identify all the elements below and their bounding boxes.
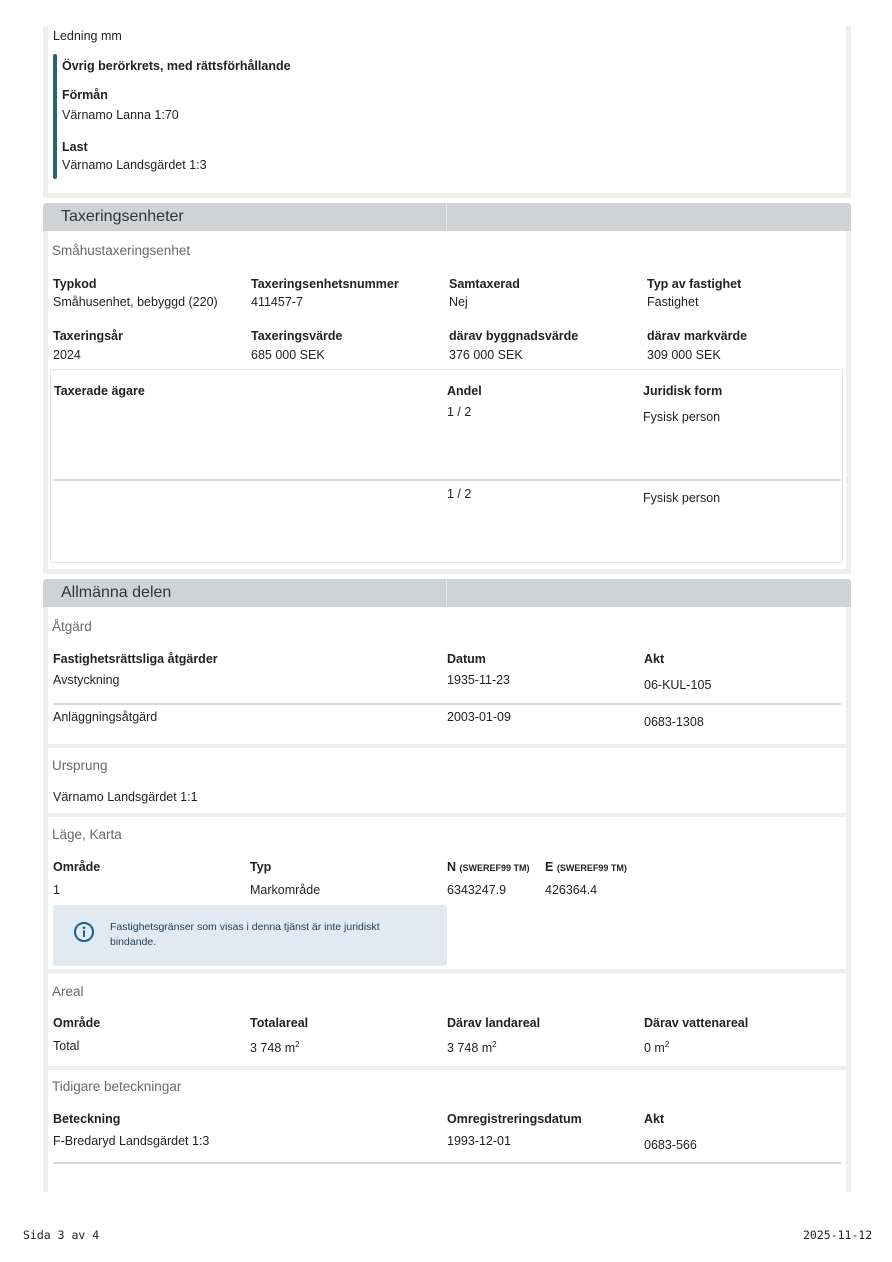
totalareal-number: 3 748 m [250,1041,296,1055]
areal-header: Därav landareal [447,1016,541,1030]
field-label: Typ av fastighet [647,277,742,291]
typ-header: Typ [250,860,272,874]
field-value: Nej [449,295,468,309]
row-divider [53,1162,841,1164]
datum-header: Datum [447,652,486,666]
areal-header: Därav vattenareal [644,1016,749,1030]
typ-value: Markområde [250,883,321,897]
field-label: därav markvärde [647,329,748,343]
header-divider [446,579,447,607]
info-text [110,920,380,950]
akt-value: 0683-1308 [644,715,704,729]
owners-header-andel: Andel [447,384,482,398]
owner-andel: 1 / 2 [447,487,472,501]
field-value: 411457-7 [251,295,303,309]
vattenareal-number: 0 m [644,1041,665,1055]
atgard-value: Anläggningsåtgärd [53,710,158,724]
field-value: 685 000 SEK [251,348,325,362]
landareal-number: 3 748 m [447,1041,493,1055]
ursprung-subhead: Ursprung [52,758,108,773]
info-text-line: bindande. [110,936,157,948]
owners-header-owner: Taxerade ägare [54,384,145,398]
unit-exponent: 2 [664,1039,670,1049]
atgard-subhead: Åtgärd [52,619,92,634]
datum-value: 1935-11-23 [447,673,511,687]
field-label: Taxeringsvärde [251,329,343,343]
owner-form: Fysisk person [643,491,721,505]
omrade-value: 1 [53,883,60,897]
areal-subhead: Areal [52,984,84,999]
e-header [545,860,627,874]
field-value: 309 000 SEK [647,348,721,362]
header-divider [446,203,447,231]
field-label: Samtaxerad [449,277,520,291]
allmanna-section-title: Allmänna delen [61,584,172,601]
field-label: Typkod [53,277,97,291]
n-header-label: N [447,860,457,874]
forman-label: Förmån [62,88,108,102]
field-value: Fastighet [647,295,699,309]
print-date: 2025-11-12 [803,1228,873,1242]
atgard-value: Avstyckning [53,673,120,687]
unit-exponent: 2 [492,1039,497,1049]
n-header [447,860,530,874]
allmanna-section-header [43,579,851,607]
ursprung-value: Värnamo Landsgärdet 1:1 [53,790,198,804]
taxering-subhead: Småhustaxeringsenhet [52,243,191,258]
areal-header: Totalareal [250,1016,309,1030]
owner-andel: 1 / 2 [447,405,472,419]
accent-bar [53,54,57,179]
ovrig-title: Övrig berörkrets, med rättsförhållande [62,59,291,73]
row-divider [53,703,841,705]
atgard-header: Fastighetsrättsliga åtgärder [53,652,218,666]
field-value: Småhusenhet, bebyggd (220) [53,295,218,309]
akt-header: Akt [644,652,665,666]
e-header-label: E [545,860,554,874]
landareal-value [447,1041,497,1055]
n-header-unit: (SWEREF99 TM) [459,863,530,873]
field-value: 2024 [53,348,81,362]
e-header-unit: (SWEREF99 TM) [556,863,627,873]
omreg-header: Omregistreringsdatum [447,1112,582,1126]
row-divider [53,479,841,481]
last-value: Värnamo Landsgärdet 1:3 [62,158,207,172]
totalareal-value [250,1041,300,1055]
ledning-text: Ledning mm [53,29,122,43]
info-circle-icon [73,921,95,946]
field-label: därav byggnadsvärde [449,329,579,343]
info-text-line: Fastighetsgränser som visas i denna tjänst är inte juridiskt [110,921,380,933]
vattenareal-value [644,1041,669,1055]
taxering-section-title: Taxeringsenheter [61,208,184,225]
datum-value: 2003-01-09 [447,710,511,724]
owner-form: Fysisk person [643,410,721,424]
field-value: 376 000 SEK [449,348,523,362]
info-notice [53,905,447,966]
field-label: Taxeringsenhetsnummer [251,277,399,291]
unit-exponent: 2 [295,1039,300,1049]
akt-value: 06-KUL-105 [644,678,712,692]
last-label: Last [62,140,88,154]
akt-header: Akt [644,1112,665,1126]
beteckning-value: F-Bredaryd Landsgärdet 1:3 [53,1134,210,1148]
beteckning-header: Beteckning [53,1112,121,1126]
n-value: 6343247.9 [447,883,507,897]
akt-value: 0683-566 [644,1138,697,1152]
owners-box [50,369,843,563]
e-value: 426364.4 [545,883,598,897]
page-number: Sida 3 av 4 [23,1228,100,1242]
forman-value: Värnamo Lanna 1:70 [62,108,179,122]
field-label: Taxeringsår [53,329,123,343]
lage-subhead: Läge, Karta [52,827,122,842]
omreg-value: 1993-12-01 [447,1134,511,1148]
tidigare-subhead: Tidigare beteckningar [52,1079,182,1094]
omrade-header: Område [53,860,101,874]
owners-header-form: Juridisk form [643,384,723,398]
areal-omrade-value: Total [53,1039,80,1053]
taxering-section-header [43,203,851,231]
areal-header: Område [53,1016,101,1030]
